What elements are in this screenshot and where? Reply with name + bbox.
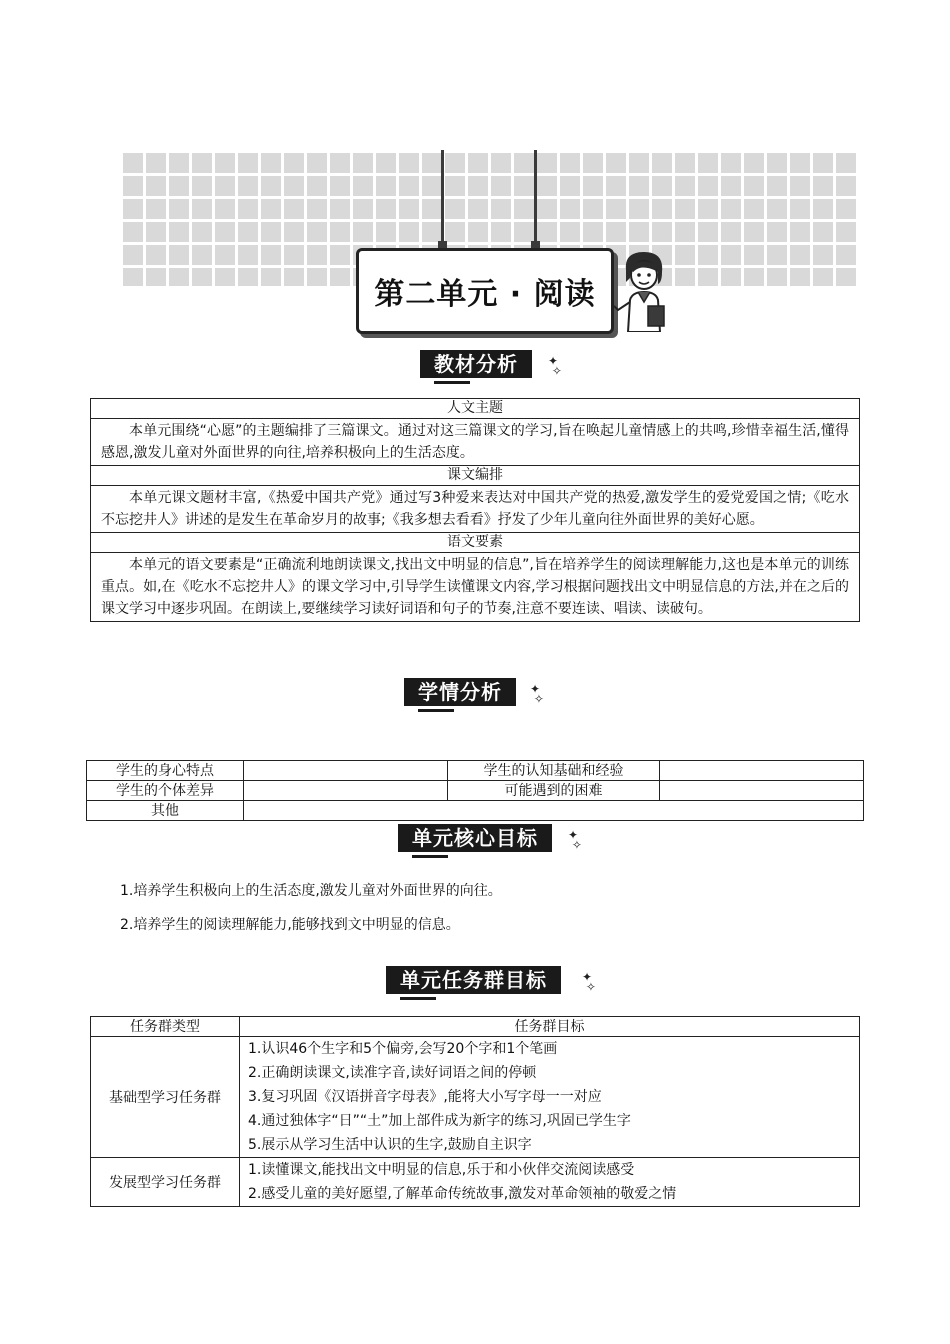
section-title-core-goals: 单元核心目标 bbox=[398, 824, 552, 852]
learner-value-difficulties[interactable] bbox=[660, 781, 864, 801]
learner-value-individual[interactable] bbox=[244, 781, 448, 801]
learner-label-cognitive: 学生的认知基础和经验 bbox=[448, 761, 660, 781]
material-analysis-table bbox=[90, 398, 860, 622]
tag-underline bbox=[412, 855, 448, 858]
task-col-type-header: 任务群类型 bbox=[91, 1017, 240, 1037]
task-group-goals bbox=[240, 1037, 860, 1158]
learner-value-physical[interactable] bbox=[244, 761, 448, 781]
list-item: 4.通过独体字“日”“土”加上部件成为新字的练习,巩固已学生字 bbox=[248, 1113, 631, 1129]
sparkle-icon: ✦ ✧ bbox=[548, 354, 562, 378]
unit-title: 第二单元 · 阅读 bbox=[374, 277, 596, 312]
list-item: 1.认识46个生字和5个偏旁,会写20个字和1个笔画 bbox=[248, 1041, 558, 1057]
learner-label-individual: 学生的个体差异 bbox=[87, 781, 244, 801]
core-goal-item: 1.培养学生积极向上的生活态度,激发儿童对外面世界的向往。 bbox=[120, 883, 502, 899]
learner-label-difficulties: 可能遇到的困难 bbox=[448, 781, 660, 801]
sparkle-icon: ✦ ✧ bbox=[582, 970, 596, 994]
tag-underline bbox=[418, 709, 454, 712]
hanging-rope-left bbox=[441, 150, 444, 246]
section-title-material: 教材分析 bbox=[420, 350, 532, 378]
list-item: 2.正确朗读课文,读准字音,读好词语之间的停顿 bbox=[248, 1065, 537, 1081]
section-title-learner: 学情分析 bbox=[404, 678, 516, 706]
table-row bbox=[91, 1037, 860, 1158]
material-row-heading: 人文主题 bbox=[91, 399, 860, 419]
unit-title-board bbox=[356, 248, 614, 334]
material-row-heading: 语文要素 bbox=[91, 533, 860, 553]
list-item: 3.复习巩固《汉语拼音字母表》,能将大小写字母一一对应 bbox=[248, 1089, 602, 1105]
rope-clip-left bbox=[438, 241, 447, 248]
rope-clip-right bbox=[531, 241, 540, 248]
material-row-body: 本单元课文题材丰富,《热爱中国共产党》通过写3种爱来表达对中国共产党的热爱,激发学生的爱党爱国之情;《吃水不忘挖井人》讲述的是发生在革命岁月的故事;《我多想去看看》抒发了少年儿童向往外面世界的美好心愿。 bbox=[91, 486, 860, 533]
tag-underline bbox=[434, 381, 470, 384]
sparkle-icon: ✦ ✧ bbox=[568, 828, 582, 852]
table-row bbox=[91, 1158, 860, 1207]
learner-value-other[interactable] bbox=[244, 801, 864, 821]
task-col-goal-header: 任务群目标 bbox=[240, 1017, 860, 1037]
section-title-task-goals: 单元任务群目标 bbox=[386, 966, 561, 994]
list-item: 5.展示从学习生活中认识的生字,鼓励自主识字 bbox=[248, 1137, 532, 1153]
task-group-table bbox=[90, 1016, 860, 1207]
material-row-body: 本单元围绕“心愿”的主题编排了三篇课文。通过对这三篇课文的学习,旨在唤起儿童情感上的共鸣,珍惜幸福生活,懂得感恩,激发儿童对外面世界的向往,培养积极向上的生活态度。 bbox=[91, 419, 860, 466]
learner-label-other: 其他 bbox=[87, 801, 244, 821]
sparkle-icon: ✦ ✧ bbox=[530, 682, 544, 706]
core-goal-item: 2.培养学生的阅读理解能力,能够找到文中明显的信息。 bbox=[120, 917, 460, 933]
task-group-goals bbox=[240, 1158, 860, 1207]
material-row-heading: 课文编排 bbox=[91, 466, 860, 486]
material-row-body: 本单元的语文要素是“正确流利地朗读课文,找出文中明显的信息”,旨在培养学生的阅读理解能力,这也是本单元的训练重点。如,在《吃水不忘挖井人》的课文学习中,引导学生读懂课文内容,学习根据问题找出文中明显信息的方法,并在之后的课文学习中逐步巩固。在朗读上,要继续学习读好词语和句子的节奏,注意不要连读、唱读、读破句。 bbox=[91, 553, 860, 622]
tag-underline bbox=[400, 997, 436, 1000]
learner-label-physical: 学生的身心特点 bbox=[87, 761, 244, 781]
learner-value-cognitive[interactable] bbox=[660, 761, 864, 781]
teacher-illustration-icon bbox=[612, 248, 674, 332]
task-group-type: 发展型学习任务群 bbox=[91, 1158, 240, 1207]
learner-analysis-table bbox=[86, 760, 864, 821]
list-item: 1.读懂课文,能找出文中明显的信息,乐于和小伙伴交流阅读感受 bbox=[248, 1162, 635, 1178]
hanging-rope-right bbox=[534, 150, 537, 246]
list-item: 2.感受儿童的美好愿望,了解革命传统故事,激发对革命领袖的敬爱之情 bbox=[248, 1186, 677, 1202]
task-group-type: 基础型学习任务群 bbox=[91, 1037, 240, 1158]
